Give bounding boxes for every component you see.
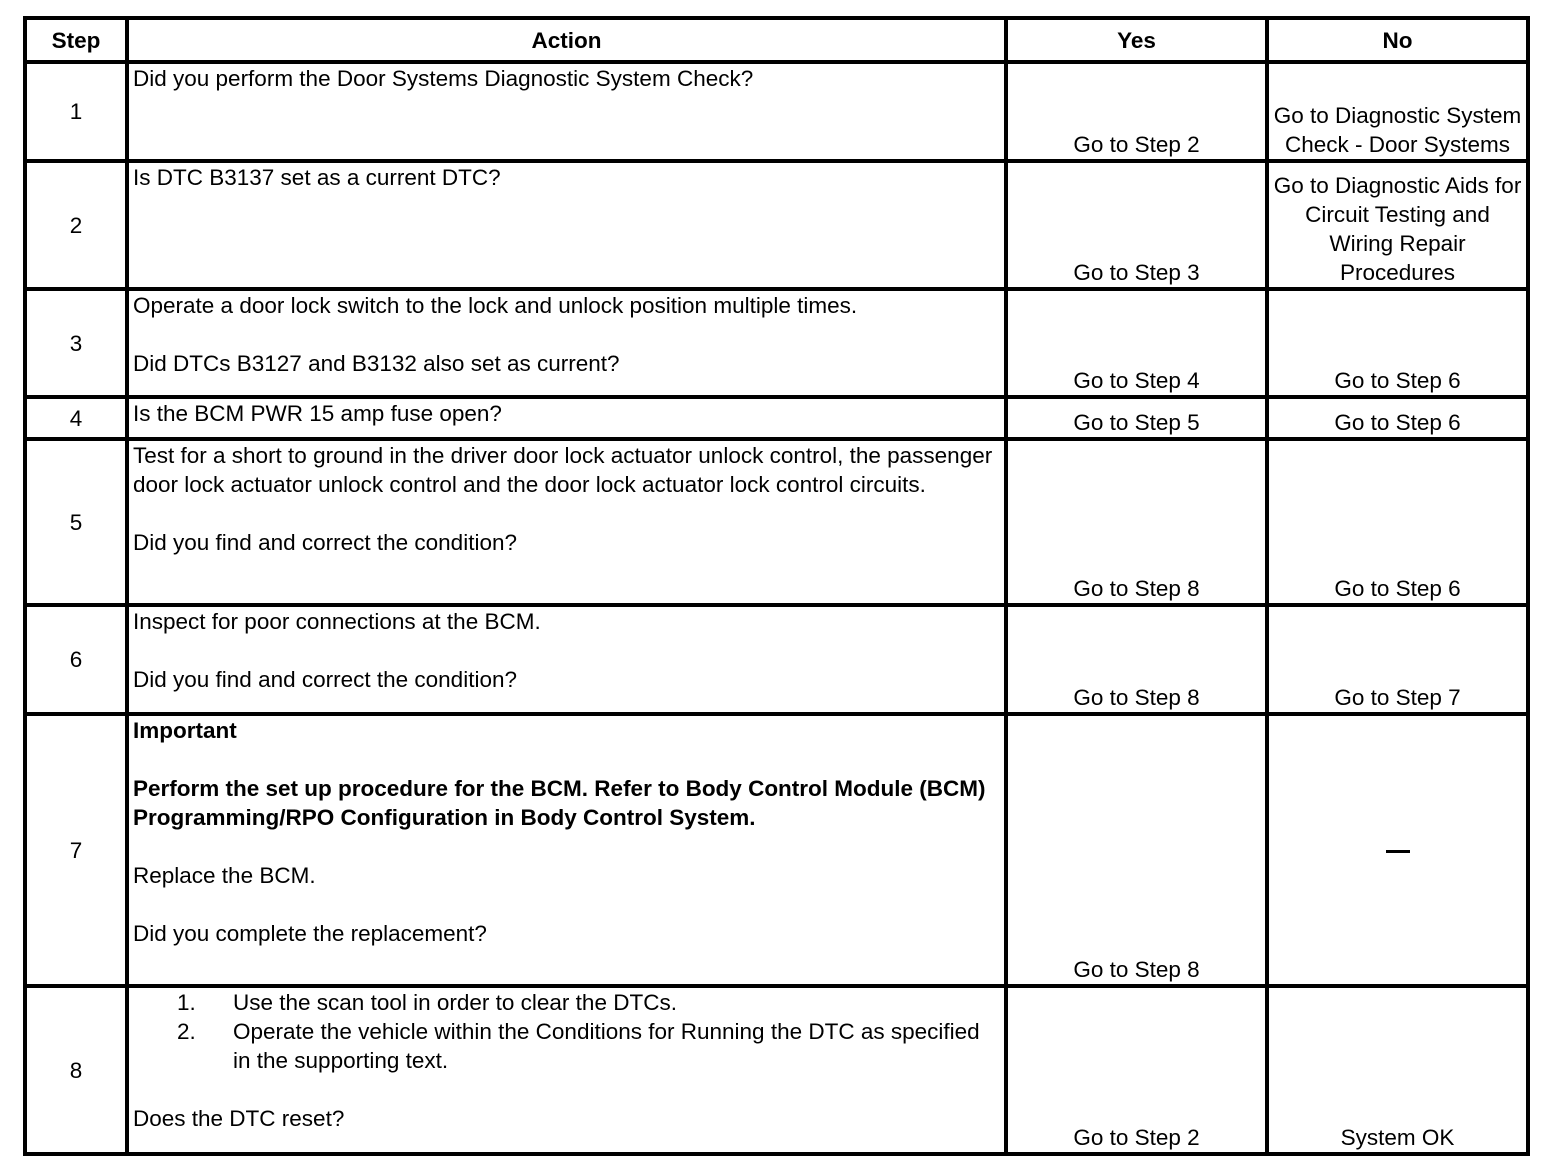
table-row [25, 714, 1528, 986]
step-number: 5 [25, 439, 127, 605]
header-step: Step [25, 18, 127, 62]
yes-result: Go to Step 4 [1006, 289, 1267, 397]
dash-mark [1386, 850, 1410, 853]
header-no: No [1267, 18, 1528, 62]
yes-result: Go to Step 8 [1006, 714, 1267, 986]
no-result: Go to Step 7 [1267, 605, 1528, 714]
action-cell [127, 986, 1006, 1154]
list-item [133, 988, 1000, 1017]
action-text: Test for a short to ground in the driver door lock actuator unlock control, the passenger door lock actuator unlock control and the door lock actuator lock control circuits. [133, 443, 993, 497]
list-item-text: Use the scan tool in order to clear the DTCs. [233, 990, 677, 1015]
list-item-number: 1. [177, 990, 196, 1015]
table-row [25, 161, 1528, 289]
action-cell [127, 397, 1006, 439]
step-number: 8 [25, 986, 127, 1154]
action-text: Is the BCM PWR 15 amp fuse open? [133, 401, 502, 426]
no-result: Go to Step 6 [1267, 397, 1528, 439]
action-cell [127, 62, 1006, 161]
action-question: Did you find and correct the condition? [133, 667, 517, 692]
diagnostic-table [23, 16, 1530, 1156]
step-number: 7 [25, 714, 127, 986]
action-text: Replace the BCM. [133, 863, 316, 888]
header-action: Action [127, 18, 1006, 62]
action-question: Did you complete the replacement? [133, 921, 487, 946]
action-cell [127, 161, 1006, 289]
table-row [25, 62, 1528, 161]
action-cell [127, 714, 1006, 986]
no-result: Go to Diagnostic System Check - Door Systems [1267, 62, 1528, 161]
table-row [25, 439, 1528, 605]
no-result: System OK [1267, 986, 1528, 1154]
action-text: Is DTC B3137 set as a current DTC? [133, 165, 501, 190]
header-yes: Yes [1006, 18, 1267, 62]
step-number: 4 [25, 397, 127, 439]
action-question: Did you find and correct the condition? [133, 530, 517, 555]
list-item-number: 2. [177, 1019, 196, 1044]
table-row [25, 986, 1528, 1154]
step-number: 1 [25, 62, 127, 161]
action-cell [127, 605, 1006, 714]
list-item [133, 1017, 1000, 1075]
no-result [1267, 714, 1528, 986]
action-cell [127, 289, 1006, 397]
header-row [25, 18, 1528, 62]
yes-result: Go to Step 8 [1006, 605, 1267, 714]
step-number: 2 [25, 161, 127, 289]
yes-result: Go to Step 3 [1006, 161, 1267, 289]
no-result: Go to Step 6 [1267, 439, 1528, 605]
yes-result: Go to Step 2 [1006, 986, 1267, 1154]
yes-result: Go to Step 2 [1006, 62, 1267, 161]
yes-result: Go to Step 8 [1006, 439, 1267, 605]
important-text: Perform the set up procedure for the BCM. Refer to Body Control Module (BCM) Programming/RPO Configuration in Body Control System. [133, 776, 986, 830]
step-number: 6 [25, 605, 127, 714]
action-question: Does the DTC reset? [133, 1106, 345, 1131]
table-row [25, 289, 1528, 397]
table-row [25, 397, 1528, 439]
action-question: Did DTCs B3127 and B3132 also set as current? [133, 351, 620, 376]
action-text: Did you perform the Door Systems Diagnostic System Check? [133, 66, 754, 91]
action-text: Operate a door lock switch to the lock and unlock position multiple times. [133, 293, 858, 318]
action-cell [127, 439, 1006, 605]
step-number: 3 [25, 289, 127, 397]
no-result: Go to Step 6 [1267, 289, 1528, 397]
action-text: Inspect for poor connections at the BCM. [133, 609, 541, 634]
yes-result: Go to Step 5 [1006, 397, 1267, 439]
table-row [25, 605, 1528, 714]
important-label: Important [133, 718, 237, 743]
no-result: Go to Diagnostic Aids for Circuit Testing and Wiring Repair Procedures [1267, 161, 1528, 289]
list-item-text: Operate the vehicle within the Conditions for Running the DTC as specified in the supporting text. [233, 1019, 980, 1073]
